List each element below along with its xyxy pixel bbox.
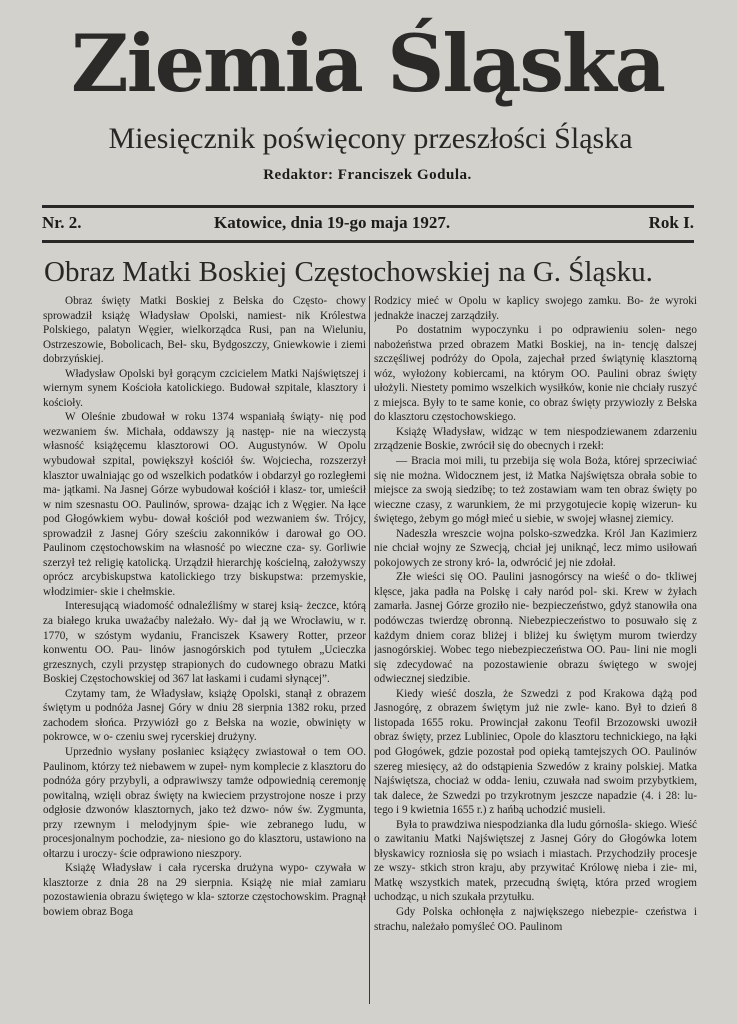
editor-line: Redaktor: Franciszek Godula. — [263, 167, 472, 183]
article-right-column — [374, 294, 697, 1006]
issue-place-date: Katowice, dnia 19-go maja 1927. — [214, 213, 451, 232]
paragraph: W Oleśnie zbudował w roku 1374 wspaniałą świąty- nię pod wezwaniem św. Michała, oddawszy ją następ- nie na wieczystą własność książęcemu klasztorowi OO. Augustynów. W Opolu wybudował szpital, powiększył kościół św. Wojciecha, rozszerzył klasztor uwalniając go od wszelkich podatków i obdarzył go rozległemi ma- jątkami. Na Jasnej Górze wybudował kościół i klasz- tor, umieścił w nim szesnastu OO. Paulinów, sprowa- dzając ich z Węgier. Na łące pod Głogówkiem wybu- dował kościół pod wezwaniem św. Trójcy, sprowadził z Jasnej Góry sześciu zakonników i darował go OO. Paulinom częstochowskim na własność po wieczne cza- sy. Gorliwie szerzył też religię katolicką. Urządził hierarchję kościelną, założywszy oprócz arcybiskupstwa katolickiego trzy biskupstwa: przemyskie, włodzimier- skie i chełmskie. — [43, 411, 366, 598]
top-rule — [42, 205, 694, 208]
paragraph: Książę Władysław, widząc w tem niespodziewanem zdarzeniu zrządzenie Boskie, zwrócił się do obecnych i rzekł: — [374, 425, 697, 453]
paragraph: Była to prawdziwa niespodzianka dla ludu górnośla- skiego. Wieść o zawitaniu Matki Najświętszej z Jasnej Góry do Głogówka lotem błyskawicy rozniosła się po wsiach i miastach. Przychodziły procesje ze wszy- stkich stron kraju, aby przywitać Królowę nieba i zie- mi, Matkę wszystkich matek, przecudną świętą, która przed wrogiem uchodząc, u nich szukała przytułku. — [374, 818, 697, 904]
article-left-column — [43, 294, 366, 1006]
paragraph: Kiedy wieść doszła, że Szwedzi z pod Krakowa dążą pod Jasnogórę, z obrazem świętym już nie zwle- kano. Był to dzień 8 listopada 1655 roku. Prowincjał zakonu Teofil Brzozowski uwoził obraz święty, przez Lubliniec, Opole do klasztoru technickiego, na łąki pod Głogówek, gdzie pozostał pod opieką tamtejszych OO. Paulinów szereg miesięcy, aż do odstąpienia Szwedów z krainy polskiej. Matka Najświętsza, chociaż w odda- leniu, czuwała nad swoim przybytkiem, tak dalece, że Szwedzi po trzykrotnym jeszcze napadzie (4. i 28: lu- tego i 9 kwietnia 1655 r.) z hańbą uchodzić musieli. — [374, 687, 697, 817]
issue-number: Nr. 2. — [42, 213, 82, 232]
article-headline: Obraz Matki Boskiej Częstochowskiej na G. Śląsku. — [44, 256, 653, 288]
column-divider — [369, 296, 370, 1004]
paragraph: Po dostatnim wypoczynku i po odprawieniu solen- nego nabożeństwa przed obrazem Matki Boskiej, na in- tencję dalszej szczęśliwej podróży do Opola, zajechał przed świątynię klasztorną wóz, wyłożony kobiercami, na którym OO. Paulini obraz święty ułożyli. Niestety pomimo wszelkich wysiłków, konie nie chciały ruszyć z miejsca. Były to te same konie, co obraz święty przywiozły z Bełska do klasztoru częstochowskiego. — [374, 324, 697, 424]
paragraph: Obraz święty Matki Boskiej z Bełska do Często- chowy sprowadził książę Władysław Opolski, namiest- nik Królestwa Polskiego, palatyn Węgier, wielkorządca Rusi, pan na Wieluniu, Ostrzeszowie, Bobolicach, Beł- sku, Bydgoszczy, Gniewkowie i ziemi dobrzyńskiej. — [43, 295, 366, 366]
masthead-title: Ziemia Śląska — [71, 17, 664, 110]
paragraph: Rodzicy mieć w Opolu w kaplicy swojego zamku. Bo- że wyroki jednakże inaczej zarządziły. — [374, 295, 697, 322]
issue-bottom-rule — [42, 240, 694, 243]
issue-year: Rok I. — [648, 213, 694, 232]
paragraph: Czytamy tam, że Władysław, książę Opolski, stanął z obrazem świętym u podnóża Jasnej Góry w dniu 28 sierpnia 1382 roku, przed zachodem słońca. Przywiózł go z Bełska na wozie, obwinięty w pokrowce, w o- czeniu swej rycerskiej drużyny. — [43, 687, 366, 744]
paragraph: Złe wieści się OO. Paulini jasnogórscy na wieść o do- tkliwej klęsce, jaka padła na Polskę i cały naród pol- ski. Krew w żyłach zamarła. Jasnej Górze groziło nie- bezpieczeństwo, gdyż stanowiła ona podówczas twierdzę obronną. Niebezpieczeństwo to posuwało się z każdym dniem coraz bliżej i bliżej ku świętym murom twierdzy jasnogórskiej. Wobec tego niebezpieczeństwa OO. Pau- lini nie mogli się zdecydować na pozostawienie obrazu świętego w swojej odwiecznej siedzibie. — [374, 571, 697, 686]
paragraph: Władysław Opolski był gorącym czcicielem Matki Najświętszej i wiernym synem Kościoła katolickiego. Budował szpitale, klasztory i kościoły. — [43, 367, 366, 409]
issue-info-row — [42, 213, 694, 237]
paragraph: — Bracia moi mili, tu przebija się wola Boża, której sprzeciwiać się nie można. Widocznem jest, iż Matka Najświętsza obrała sobie to miejsce za swoją siedzibę; to też zostawiam wam ten obraz święty po wieczne czasy, z warunkiem, że mi przygotujecie kopię wizerun- ku świętego, żebym go mógł mieć u siebie, w swojej własnej ziemicy. — [374, 455, 697, 526]
paragraph: Uprzednio wysłany posłaniec książęcy zwiastował o tem OO. Paulinom, którzy też niebawem w zupeł- nym komplecie z klasztoru do podnóża góry przybyli, a odprawiwszy tamże odpowiednią ceremonję powitalną, wzięli obraz święty na kwieciem przystrojone nosze i przy odgłosie dzwonów klasztornych, jako też dzwo- nów św. Zygmunta, przy rzewnym i melodyjnym śpie- wie zebranego ludu, w procesjonalnym pochodzie, za- niesiono go do klasztoru, ustawiono na ołtarzu i uroczy- ście odprawiono nieszpory. — [43, 745, 366, 860]
paragraph: Książę Władysław i cała rycerska drużyna wypo- czywała w klasztorze z dnia 28 na 29 sierpnia. Książę nie miał zamiaru pozostawienia obrazu świętego w kla- sztorze częstochowskim. Pragnął bowiem obraz Boga — [43, 862, 366, 918]
paragraph: Nadeszła wreszcie wojna polsko-szwedzka. Król Jan Kazimierz nie chciał wojny ze Szwecją, chciał jej uniknąć, lecz mimo usiłowań pokojowych ze strony kró- la, odwrócić jej nie zdołał. — [374, 527, 697, 569]
paragraph: Interesującą wiadomość odnaleźliśmy w starej ksią- żeczce, którą za białego kruka uważaćby należało. Wy- dał ją we Wrocławiu, w r. 1770, w szóstym wydaniu, Franciszek Ksawery Rotter, przeor konwentu OO. Pau- linów jasnogórskich pod tytułem „Ucieczka grzesznych, czyli przystęp strapionych do cudownego obrazu Matki Boskiej Częstochowskiej od 367 lat łaskami i cudami słynącej”. — [43, 600, 366, 686]
paragraph: Gdy Polska ochłonęła z największego niebezpie- czeństwa i strachu, należało pomyśleć OO. Paulinom — [374, 905, 697, 933]
masthead-subtitle: Miesięcznik poświęcony przeszłości Śląska — [108, 122, 633, 155]
